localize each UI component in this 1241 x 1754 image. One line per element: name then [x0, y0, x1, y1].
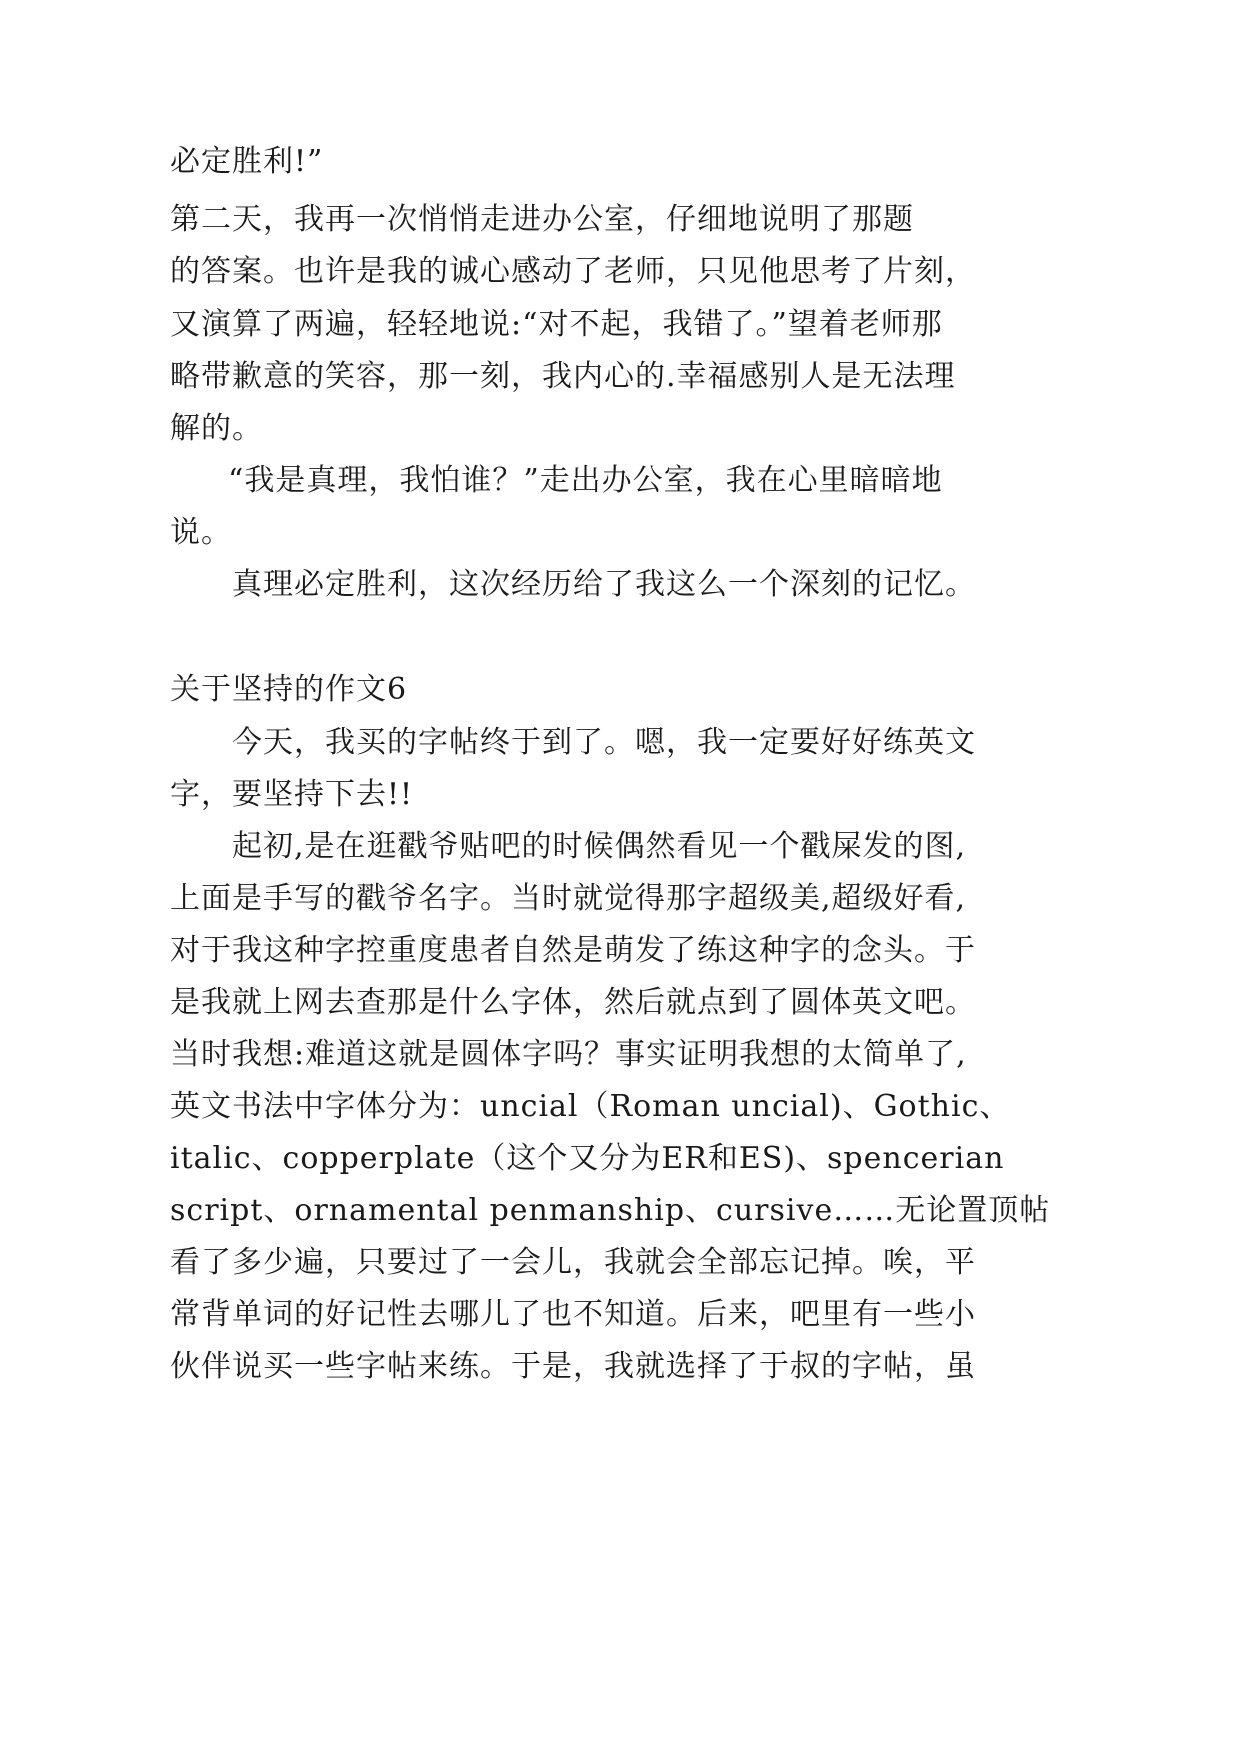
paragraph-line: 真理必定胜利，这次经历给了我这么一个深刻的记忆。: [232, 567, 976, 602]
paragraph-line: 常背单词的好记性去哪儿了也不知道。后来，吧里有一些小: [170, 1297, 976, 1332]
paragraph-line: script、ornamental penmanship、cursive……无论置顶帖: [170, 1193, 1051, 1228]
paragraph-line: 是我就上网去查那是什么字体，然后就点到了圆体英文吧。: [170, 985, 976, 1020]
paragraph-line: 必定胜利!”: [170, 144, 324, 179]
paragraph-line: 对于我这种字控重度患者自然是萌发了练这种字的念头。于: [170, 933, 976, 968]
paragraph-line: 上面是手写的戳爷名字。当时就觉得那字超级美,超级好看,: [170, 881, 967, 916]
paragraph-line: italic、copperplate（这个又分为ER和ES)、spencerian: [170, 1141, 1005, 1176]
paragraph-line: 英文书法中字体分为：uncial（Roman uncial)、Gothic、: [170, 1089, 1011, 1124]
paragraph-line: “我是真理，我怕谁？”走出办公室，我在心里暗暗地: [228, 463, 943, 498]
paragraph-line: 又演算了两遍，轻轻地说:“对不起，我错了。”望着老师那: [170, 307, 943, 342]
paragraph-line: 今天，我买的字帖终于到了。嗯，我一定要好好练英文: [232, 725, 976, 760]
paragraph-line: 起初,是在逛戳爷贴吧的时候偶然看见一个戳屎发的图,: [232, 829, 967, 864]
paragraph-line: 解的。: [170, 411, 263, 446]
section-title: 关于坚持的作文6: [170, 672, 408, 707]
paragraph-line: 当时我想:难道这就是圆体字吗？事实证明我想的太简单了,: [170, 1037, 967, 1072]
paragraph-line: 的答案。也许是我的诚心感动了老师，只见他思考了片刻，: [170, 254, 976, 289]
paragraph-line: 伙伴说买一些字帖来练。于是，我就选择了于叔的字帖，虽: [170, 1349, 976, 1384]
paragraph-line: 字，要坚持下去!!: [170, 777, 414, 812]
paragraph-line: 看了多少遍，只要过了一会儿，我就会全部忘记掉。唉，平: [170, 1245, 976, 1280]
paragraph-line: 第二天，我再一次悄悄走进办公室，仔细地说明了那题: [170, 202, 914, 237]
paragraph-line: 略带歉意的笑容，那一刻，我内心的.幸福感别人是无法理: [170, 359, 956, 394]
paragraph-line: 说。: [170, 515, 232, 550]
